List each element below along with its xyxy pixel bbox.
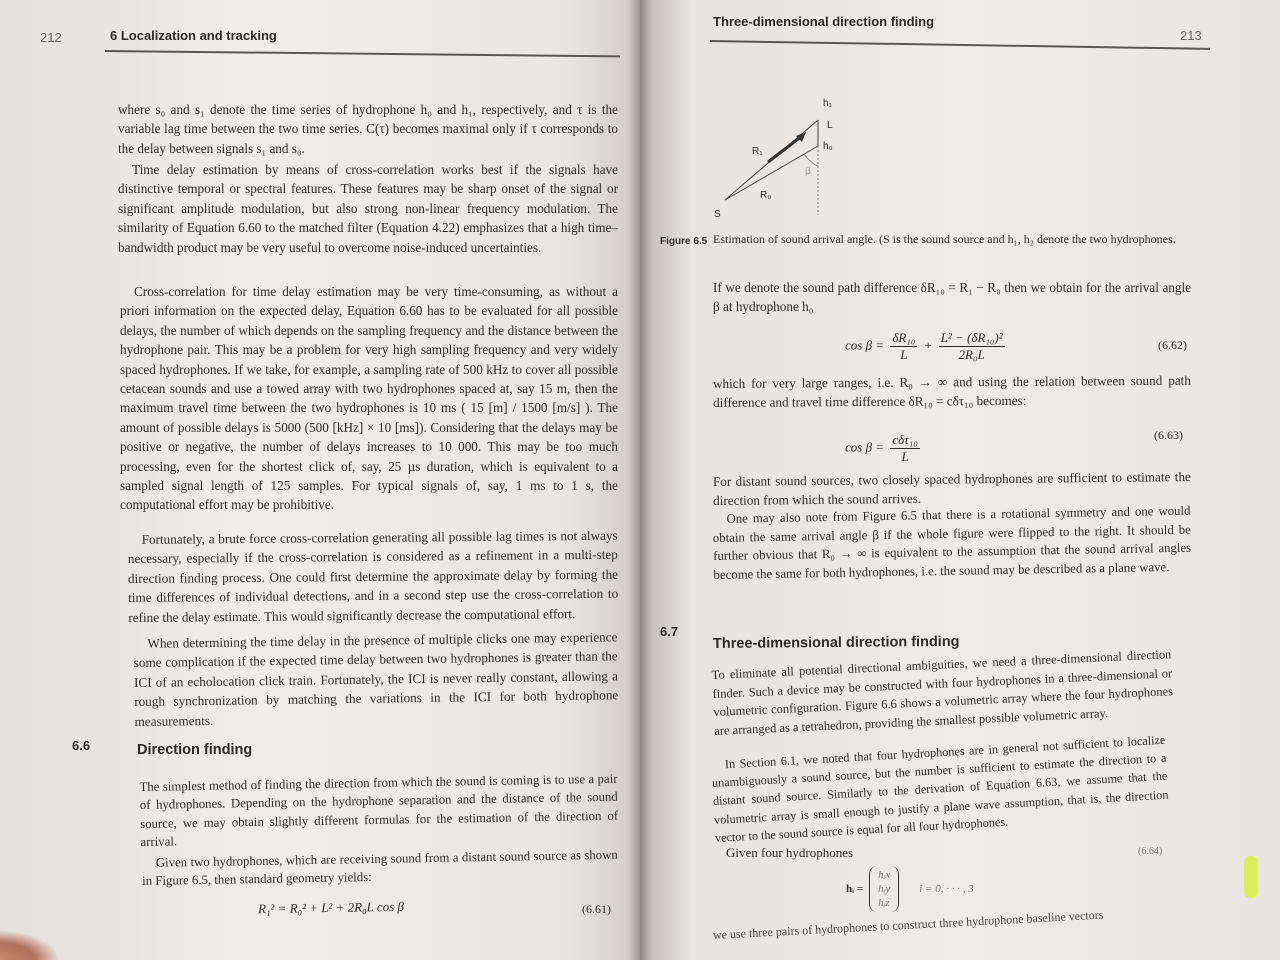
right-section-title: Three-dimensional direction finding <box>712 633 960 652</box>
fig-label-h1: h₁ <box>823 98 832 109</box>
right-para-1: If we denote the sound path difference δR₁₀ = R₁ − R₀ then we obtain for the arrival angle β at hydrophone h₀ <box>713 280 1191 315</box>
book-spine-shadow <box>628 0 652 960</box>
right-para-8: we use three pairs of hydrophones to construct three hydrophone baseline vectors <box>712 907 1104 942</box>
eq63-fraction <box>890 432 920 465</box>
right-page <box>640 0 1280 960</box>
eq62-num-1: δR₁₀ <box>892 330 916 345</box>
eq62-den-2: 2R₀L <box>958 347 985 362</box>
equation-6-64-number: (6.64) <box>1138 846 1163 857</box>
eq64-lhs: hᵢ = <box>846 883 864 895</box>
figure-caption: Estimation of sound arrival angle. (S is the sound source and h₁, h₂ denote the two hydrophones. <box>713 232 1176 246</box>
equation-6-63 <box>845 432 923 465</box>
highlighter-mark <box>1244 856 1258 898</box>
left-section-title: Direction finding <box>137 742 253 758</box>
eq64-v3: hᵢz <box>878 897 890 909</box>
fig-label-R0: R₀ <box>760 190 772 201</box>
right-page-number: 213 <box>1180 28 1202 43</box>
left-para-7: Given two hydrophones, which are receiving sound from a distant sound source as shown in Figure 6.5, then standard geometry yields: <box>142 847 618 889</box>
right-para-3: For distant sound sources, two closely spaced hydrophones are sufficient to estimate the direction from which the sound arrives. <box>712 468 1191 509</box>
fig-label-S: S <box>714 209 721 220</box>
eq64-index: i = 0, · · · , 3 <box>919 883 974 895</box>
fig-label-beta: β <box>805 166 811 177</box>
eq62-num-2: L² − (δR₁₀)² <box>940 330 1003 345</box>
equation-6-63-number: (6.63) <box>1154 428 1183 442</box>
beta-arc <box>804 154 818 166</box>
thumb-shadow <box>0 930 60 960</box>
right-para-6: In Section 6.1, we noted that four hydrophones are in general not sufficient to localize unambiguously a sound source, but the number is sufficient to estimate the direction to a distant sound source. Similarly to the derivation of Equation 6.63, we assume that the volumetric array is small enough to justify a plane wave assumption, that is, the direction vector to the sound source is equal for all four hydrophones. <box>711 732 1169 845</box>
eq62-plus: + <box>923 337 933 353</box>
equation-6-62-number: (6.62) <box>1158 338 1187 352</box>
eq62-lhs: cos β = <box>845 337 885 353</box>
eq63-lhs: cos β = <box>845 439 885 455</box>
right-running-head: Three-dimensional direction finding <box>713 14 935 29</box>
equation-6-61: R₁² = R₀² + L² + 2R₀L cos β <box>257 898 405 917</box>
eq62-fraction-2 <box>939 330 1005 363</box>
fig-label-R1: R₁ <box>752 146 763 157</box>
equation-6-62 <box>845 330 1008 363</box>
left-para-3: Cross-correlation for time delay estimation may be very time-consuming, as without a priori information on the expected delay, Equation 6.60 has to be evaluated for all possible delays, the number of which depends on the sampling frequency and the distance between the hydrophone pair. This may be a problem for very high sampling frequency and very widely spaced hydrophones. If we take, for example, a sampling rate of 500 kHz to cover all possible cetacean sounds and use a towed array with two hydrophones spaced at, say 15 m, then the maximum travel time between the two hydrophones is 10 ms ( 15 [m] / 1500 [m/s] ). The amount of possible delays is 5000 (500 [kHz] × 10 [ms]). Considering that the delays may be positive or negative, the number of delays increases to 10 000. This may be too much processing, even for the shortest click of, say, 25 µs duration, which is equivalent to a sampled signal length of 125 samples. For typical signals of, say, 1 ms to 1 s, the computational effort may be prohibitive. <box>120 284 618 513</box>
right-para-4: One may also note from Figure 6.5 that there is a rotational symmetry and one would obtain the same arrival angle β if the whole figure were flipped to the right. It should be further obvious that R₀ → ∞ is equivalent to the assumption that the sound arrival angles become the same for both hydrophones, i.e. the sound may be described as a plane wave. <box>712 503 1192 582</box>
left-para-1: where s₀ and s₁ denote the time series of hydrophone h₀ and h₁, respectively, and τ is the variable lag time between the two time series. C(τ) becomes maximal only if τ corresponds to the delay between signals s₁ and s₀. <box>118 102 618 156</box>
right-para-5: To eliminate all potential directional ambiguities, we need a three-dimensional direction finder. Such a device may be constructed with four hydrophones in a three-dimensional or volumetric configuration. Figure 6.6 shows a volumetric array where the four hydrophones are arranged as a tetrahedron, providing the smallest possible volumetric array. <box>711 647 1174 738</box>
eq63-num: cδτ₁₀ <box>892 432 918 447</box>
fig-label-L: L <box>827 120 833 131</box>
figure-6-5-diagram <box>700 90 860 230</box>
eq63-den: L <box>901 449 909 464</box>
eq62-fraction-1 <box>890 330 917 363</box>
right-para-7: Given four hydrophones <box>726 845 854 860</box>
left-para-6: The simplest method of finding the direction from which the sound is coming is to use a pair of hydrophones. Depending on the hydrophone separation and the distance of the sound source, we may obtain slightly different formulas for the estimation of the direction of arrival. <box>139 771 619 850</box>
right-section-number: 6.7 <box>660 624 679 639</box>
left-page-number: 212 <box>40 30 62 45</box>
right-para-2: which for very large ranges, i.e. R₀ → ∞ and using the relation between sound path difference and travel time difference δR₁₀ = cδτ₁₀ becomes: <box>712 372 1191 411</box>
left-para-4: Fortunately, a brute force cross-correlation generating all possible lag times is not always necessary, especially if the cross-correlation is considered as a refinement in a multi-step direction finding process. One could first determine the approximate delay by forming the time differences of individual detections, and in a second step use the cross-correlation to refine the delay estimate. This would significantly decrease the computational effort. <box>127 527 619 625</box>
equation-6-61-number: (6.61) <box>582 902 611 916</box>
eq62-den-1: L <box>900 347 908 362</box>
eq64-vector <box>869 866 899 912</box>
figure-number: Figure 6.5 <box>660 236 708 247</box>
right-header-rule <box>710 40 1210 50</box>
left-running-head: 6 Localization and tracking <box>110 28 277 43</box>
fig-label-h0: h₀ <box>823 141 833 152</box>
eq64-v1: hᵢx <box>878 869 891 881</box>
eq64-v2: hᵢy <box>878 883 891 895</box>
left-para-2: Time delay estimation by means of cross-correlation works best if the signals have distinctive temporal or spectral features. These features may be sharp onset of the signal or significant amplitude modulation, but also strong non-linear frequency modulation. The similarity of Equation 6.60 to the matched filter (Equation 4.22) emphasizes that a high time–bandwidth product may be very useful to overcome noise-induced uncertainties. <box>118 162 618 255</box>
left-header-rule <box>105 50 620 57</box>
left-section-number: 6.6 <box>72 738 91 753</box>
left-para-5: When determining the time delay in the presence of multiple clicks one may experience some complication if the expected time delay between two hydrophones is greater than the ICI of an echolocation click train. Fortunately, the ICI is never really constant, allowing a rough synchronization by matching the variations in the ICI for both hydrophone measurements. <box>133 629 619 729</box>
equation-6-64 <box>846 866 974 912</box>
